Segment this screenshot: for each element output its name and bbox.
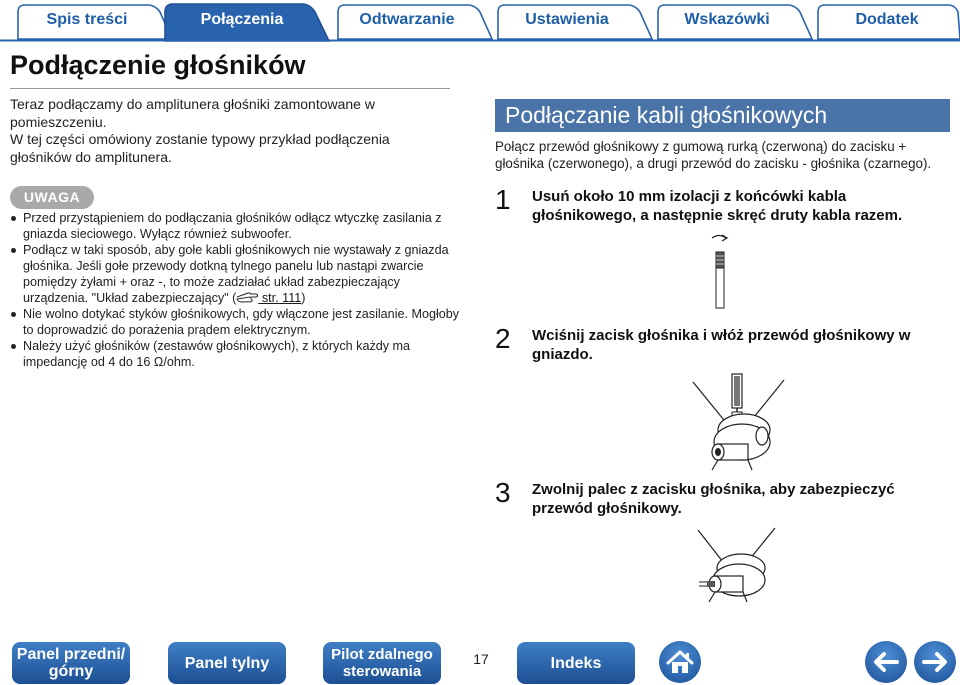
note-item-text: Podłącz w taki sposób, aby gołe kabli głośnikowych nie wystawały z gniazda głośnika. Jeśli gołe przewody dotkną tylnego panelu lub nastąpi zwarcie pomiędzy żyłami + oraz -, to może zadziałać układ zabezpieczający urządzenia. "Układ zabezpieczający" ( bbox=[23, 243, 449, 305]
rear-panel-button[interactable]: Panel tylny bbox=[168, 642, 286, 684]
terminal-release-illustration bbox=[693, 524, 783, 604]
note-list bbox=[10, 210, 465, 370]
tab-bar bbox=[0, 0, 960, 42]
back-button[interactable] bbox=[865, 641, 907, 683]
title-divider bbox=[10, 88, 450, 89]
remote-control-button[interactable]: Pilot zdalnego sterowania bbox=[323, 642, 441, 684]
note-item bbox=[10, 306, 465, 338]
front-panel-button[interactable]: Panel przedni/ górny bbox=[12, 642, 130, 684]
index-button[interactable]: Indeks bbox=[517, 642, 635, 684]
step-1-text: Usuń około 10 mm izolacji z końcówki kabla głośnikowego, a następnie skręć druty kabla razem. bbox=[532, 188, 903, 224]
home-button[interactable] bbox=[659, 641, 701, 683]
tab-tips[interactable]: Wskazówki bbox=[684, 11, 770, 28]
section-heading: Podłączanie kabli głośnikowych bbox=[495, 99, 950, 132]
step-2-number: 2 bbox=[495, 323, 511, 354]
terminal-insert-illustration bbox=[688, 372, 798, 472]
page-title: Podłączenie głośników bbox=[10, 50, 306, 80]
home-icon bbox=[659, 641, 701, 683]
note-item-text: Nie wolno dotykać styków głośnikowych, gdy włączone jest zasilanie. Mogłoby to doprowadzić do porażenia prądem elektrycznym. bbox=[23, 307, 460, 337]
forward-button[interactable] bbox=[914, 641, 956, 683]
step-3-text: Zwolnij palec z zacisku głośnika, aby zabezpieczyć przewód głośnikowy. bbox=[532, 481, 895, 517]
page-number: 17 bbox=[473, 651, 489, 667]
note-badge: UWAGA bbox=[10, 186, 94, 209]
step-1-number: 1 bbox=[495, 184, 511, 215]
intro-text bbox=[10, 96, 450, 166]
page-reference[interactable]: str. 111 bbox=[258, 291, 302, 305]
stripped-cable-illustration bbox=[700, 232, 740, 312]
protection-circuit-link[interactable] bbox=[236, 291, 301, 305]
tab-settings[interactable]: Ustawienia bbox=[525, 11, 609, 28]
section-intro: Połącz przewód głośnikowy z gumową rurką (czerwoną) do zacisku + głośnika (czerwonego), a drugi przewód do zacisku - głośnika (czarnego). bbox=[495, 139, 932, 171]
note-item bbox=[10, 338, 465, 370]
tab-contents[interactable]: Spis treści bbox=[46, 11, 128, 28]
intro-paragraph-2: W tej części omówiony zostanie typowy przykład podłączenia głośników do amplitunera. bbox=[10, 131, 390, 165]
step-3-number: 3 bbox=[495, 477, 511, 508]
note-item-text: Należy użyć głośników (zestawów głośnikowych), z których każdy ma impedancję od 4 do 16 Ω/ohm. bbox=[23, 339, 411, 369]
note-item bbox=[10, 242, 465, 306]
reference-close: ) bbox=[301, 291, 306, 305]
step-2-text: Wciśnij zacisk głośnika i włóż przewód głośnikowy w gniazdo. bbox=[532, 327, 911, 363]
intro-paragraph-1: Teraz podłączamy do amplitunera głośniki zamontowane w pomieszczeniu. bbox=[10, 96, 375, 130]
tab-playback[interactable]: Odtwarzanie bbox=[359, 11, 455, 28]
arrow-right-icon bbox=[914, 641, 956, 683]
hand-pointer-icon bbox=[236, 291, 258, 303]
tab-connections[interactable]: Połączenia bbox=[200, 11, 284, 28]
tab-appendix[interactable]: Dodatek bbox=[855, 11, 919, 28]
note-item-text: Przed przystąpieniem do podłączania głośników odłącz wtyczkę zasilania z gniazda sieciowego. Wyłącz również subwoofer. bbox=[23, 211, 442, 241]
arrow-left-icon bbox=[865, 641, 907, 683]
note-item bbox=[10, 210, 465, 242]
